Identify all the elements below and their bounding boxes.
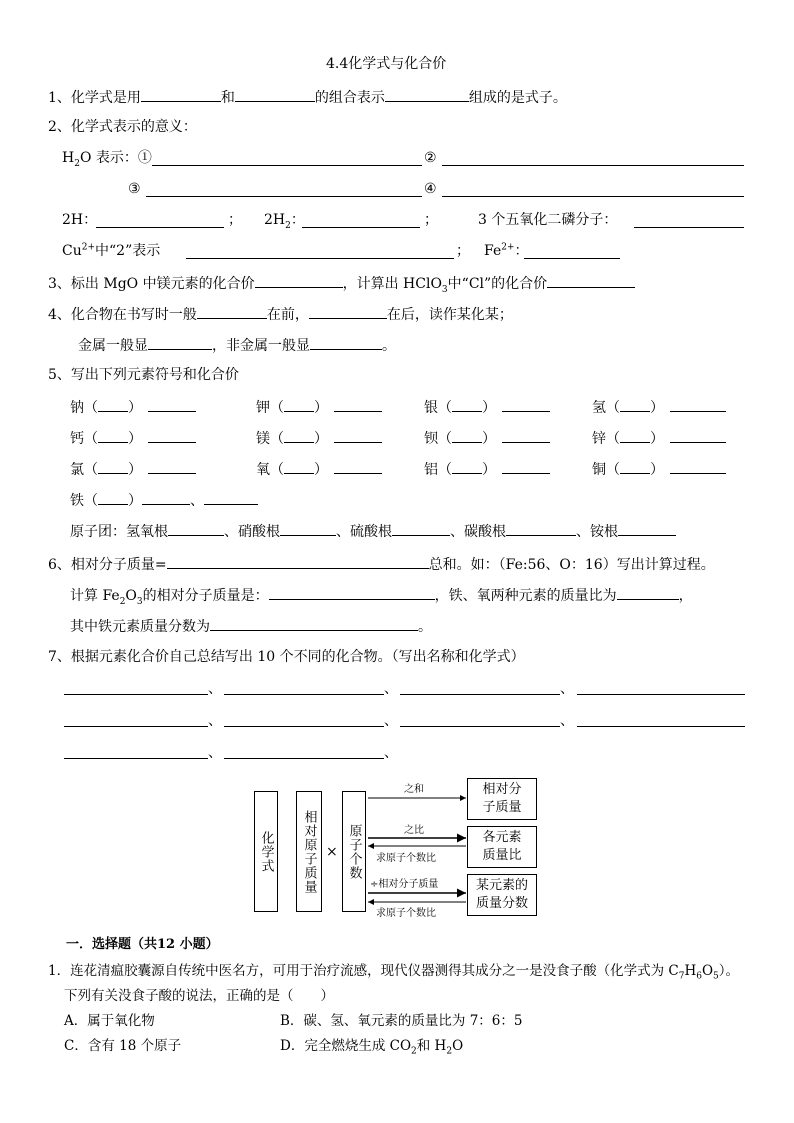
compound-blank[interactable] — [224, 758, 384, 759]
q1-text-post: 组成的是式子。 — [468, 90, 567, 106]
ammonium-blank[interactable] — [618, 521, 676, 536]
compound-separator: 、 — [560, 681, 574, 697]
question-2-heading: 2、化学式表示的意义： — [48, 119, 197, 135]
paren-close: ） — [482, 431, 496, 447]
h2o-label: $H_2O$ 表示：① — [62, 150, 152, 169]
q1-text-pre: 1、化学式是用 — [48, 90, 141, 106]
section-choice-title: 一．选择题（共12 小题） — [66, 937, 219, 952]
paren-close: ） — [314, 431, 328, 447]
compound-blank[interactable] — [577, 726, 745, 727]
paren-open: （ — [606, 431, 620, 447]
2h2-label: $2H_2$： — [264, 212, 305, 231]
p2o5-label: 3 个五氧化二磷分子： — [478, 212, 618, 228]
paren-open: （ — [84, 462, 98, 478]
element-cell — [256, 397, 382, 417]
question-4-line-1: 4、化合物在书写时一般 在前， 在后，读作某化某； — [48, 304, 513, 324]
compound-blank[interactable] — [64, 694, 208, 695]
paren-close: ） — [314, 462, 328, 478]
q4-blank-1[interactable] — [197, 304, 267, 319]
compound-separator: 、 — [208, 681, 222, 697]
question-3: 3、标出 MgO 中镁元素的化合价 ，计算出 HClO$_3$中“Cl”的化合价 — [48, 273, 635, 293]
h2o-circle-4: ④ — [424, 181, 437, 197]
paren-open: （ — [84, 431, 98, 447]
compound-blank[interactable] — [400, 726, 560, 727]
element-cell — [424, 397, 550, 417]
paren-open: （ — [270, 400, 284, 416]
h2o-blank-4[interactable] — [442, 196, 744, 197]
h2o-circle-2: ② — [424, 150, 437, 166]
carbonate-blank[interactable] — [506, 521, 576, 536]
q1-blank-3[interactable] — [385, 87, 469, 102]
q1-text-mid: 的组合表示 — [314, 90, 385, 106]
h2o-blank-2[interactable] — [442, 165, 744, 166]
compound-separator: 、 — [208, 713, 222, 729]
compound-blank[interactable] — [64, 758, 208, 759]
element-name: 钙 — [70, 431, 84, 447]
mc1-stem-line-2: 下列有关没食子酸的说法，正确的是（ ） — [64, 988, 334, 1004]
fe-blank[interactable] — [524, 258, 620, 259]
mc1-stem-line-1: 1．连花清瘟胶囊源自传统中医名方，可用于治疗流感，现代仪器测得其成分之一是没食子酸（化学式为 $C_7H_6O_5$）。 — [48, 963, 740, 982]
q6-blank-4[interactable] — [210, 616, 418, 631]
paren-close: ） — [650, 400, 664, 416]
paren-close: ） — [482, 462, 496, 478]
diagram-relative-atomic-mass-box: 相对原子质量 — [296, 791, 322, 912]
element-valence-blank[interactable] — [670, 459, 726, 474]
element-name: 氧 — [256, 462, 270, 478]
element-cell — [70, 459, 196, 479]
label-seek-ratio-2: 求原子个数比 — [376, 908, 436, 919]
compound-separator: 、 — [384, 713, 398, 729]
element-name: 镁 — [256, 431, 270, 447]
mc1-option-b[interactable]: B．碳、氢、氧元素的质量比为 7：6：5 — [280, 1013, 523, 1029]
label-ratio: 之比 — [404, 825, 424, 836]
compound-blank[interactable] — [224, 726, 384, 727]
compound-blank[interactable] — [64, 726, 208, 727]
paren-open: （ — [84, 400, 98, 416]
q6-blank-2[interactable] — [269, 585, 435, 600]
cu-label: $Cu^{2+}$中“2”表示 — [62, 242, 161, 259]
element-name: 银 — [424, 400, 438, 416]
element-cell — [256, 459, 382, 479]
element-valence-blank[interactable] — [334, 397, 382, 412]
paren-open: （ — [438, 431, 452, 447]
element-valence-blank[interactable] — [334, 428, 382, 443]
radical-row: 原子团：氢氧根 、硝酸根 、硫酸根 、碳酸根 、铵根 — [70, 521, 676, 541]
q1-blank-1[interactable] — [141, 87, 221, 102]
h2o-blank-1[interactable] — [152, 165, 422, 166]
h2o-circle-3: ③ — [128, 181, 141, 197]
2h-blank[interactable] — [96, 227, 224, 228]
element-cell — [424, 459, 550, 479]
element-valence-blank[interactable] — [502, 459, 550, 474]
paren-open: （ — [606, 462, 620, 478]
q3-blank-2[interactable] — [547, 273, 635, 288]
q4-blank-2[interactable] — [309, 304, 387, 319]
semicolon-1: ； — [228, 212, 242, 228]
element-symbol-blank[interactable] — [452, 428, 482, 443]
paren-close: ） — [314, 400, 328, 416]
question-1 — [48, 87, 567, 107]
element-name: 钾 — [256, 400, 270, 416]
element-cell — [592, 459, 726, 479]
element-symbol-blank[interactable] — [284, 459, 314, 474]
paren-open: （ — [270, 462, 284, 478]
q4-blank-4[interactable] — [310, 335, 382, 350]
label-divide: ÷相对分子质量 — [370, 879, 439, 890]
element-symbol-blank[interactable] — [98, 459, 128, 474]
paren-open: （ — [438, 400, 452, 416]
element-symbol-blank[interactable] — [452, 459, 482, 474]
cu-blank[interactable] — [186, 258, 454, 259]
iron-symbol-blank[interactable] — [98, 490, 128, 505]
element-symbol-blank[interactable] — [284, 397, 314, 412]
element-name: 氯 — [70, 462, 84, 478]
mc1-option-d[interactable]: D．完全燃烧生成 $CO_2$和 $H_2O$ — [280, 1038, 464, 1057]
fe-label: $Fe^{2+}$： — [484, 242, 529, 259]
diagram-formula-box: 化学式 — [254, 791, 278, 912]
paren-close: ） — [482, 400, 496, 416]
iron-valence-blank-1[interactable] — [142, 490, 190, 505]
q6-blank-1[interactable] — [167, 554, 429, 569]
compound-separator: 、 — [560, 713, 574, 729]
compound-separator: 、 — [208, 745, 222, 761]
iron-row: 铁（ ） 、 — [70, 490, 258, 510]
page-title: 4.4化学式与化合价 — [326, 56, 447, 72]
paren-close: ） — [650, 431, 664, 447]
label-sum: 之和 — [404, 784, 424, 795]
compound-blank[interactable] — [400, 694, 560, 695]
h2o-blank-3[interactable] — [146, 196, 422, 197]
compound-separator: 、 — [384, 745, 398, 761]
diagram-times-sign: × — [326, 844, 338, 860]
q3-blank-1[interactable] — [255, 273, 343, 288]
semicolon-3: ； — [456, 243, 470, 259]
label-seek-ratio: 求原子个数比 — [376, 853, 436, 864]
paren-open: （ — [270, 431, 284, 447]
mc1-option-a[interactable]: A．属于氧化物 — [64, 1013, 155, 1029]
compound-blank[interactable] — [577, 694, 745, 695]
element-valence-blank[interactable] — [148, 428, 196, 443]
hydroxide-blank[interactable] — [168, 521, 224, 536]
paren-close: ） — [128, 431, 142, 447]
2h2-blank[interactable] — [302, 227, 420, 228]
element-valence-blank[interactable] — [148, 459, 196, 474]
iron-valence-blank-2[interactable] — [204, 490, 258, 505]
element-symbol-blank[interactable] — [620, 397, 650, 412]
question-6-line-1: 6、相对分子质量= 总和。如：（Fe:56、O：16）写出计算过程。 — [48, 554, 715, 574]
diagram-out-molecular-mass: 相对分 子质量 — [467, 778, 537, 820]
paren-close: ） — [128, 400, 142, 416]
element-symbol-blank[interactable] — [620, 428, 650, 443]
element-valence-blank[interactable] — [670, 397, 726, 412]
compound-separator: 、 — [384, 681, 398, 697]
element-name: 铜 — [592, 462, 606, 478]
2h-label: 2H： — [62, 212, 98, 228]
q4-blank-3[interactable] — [148, 335, 212, 350]
diagram-atom-count-box: 原子个数 — [342, 791, 366, 912]
semicolon-2: ； — [424, 212, 438, 228]
q1-text-and: 和 — [220, 90, 235, 106]
element-cell — [70, 397, 196, 417]
q1-blank-2[interactable] — [235, 87, 315, 102]
paren-open: （ — [438, 462, 452, 478]
paren-open: （ — [606, 400, 620, 416]
question-6-line-2: 计算 $Fe_2O_3$的相对分子质量是： ，铁、氧两种元素的质量比为 ， — [70, 585, 693, 605]
element-valence-blank[interactable] — [502, 397, 550, 412]
element-cell — [592, 397, 726, 417]
paren-close: ） — [128, 462, 142, 478]
question-7-heading: 7、根据元素化合价自己总结写出 10 个不同的化合物。（写出名称和化学式） — [48, 649, 525, 665]
element-name: 锌 — [592, 431, 606, 447]
diagram-out-mass-ratio: 各元素 质量比 — [467, 826, 537, 868]
element-symbol-blank[interactable] — [620, 459, 650, 474]
element-cell — [256, 428, 382, 448]
element-name: 铝 — [424, 462, 438, 478]
paren-close: ） — [650, 462, 664, 478]
element-cell — [70, 428, 196, 448]
element-cell — [424, 428, 550, 448]
nitrate-blank[interactable] — [280, 521, 336, 536]
p2o5-blank[interactable] — [634, 227, 744, 228]
element-name: 钡 — [424, 431, 438, 447]
element-valence-blank[interactable] — [502, 428, 550, 443]
mc1-option-c[interactable]: C．含有 18 个原子 — [64, 1038, 182, 1054]
element-name: 钠 — [70, 400, 84, 416]
element-valence-blank[interactable] — [148, 397, 196, 412]
element-symbol-blank[interactable] — [98, 397, 128, 412]
question-4-line-2: 金属一般显 ，非金属一般显 。 — [78, 335, 396, 355]
compound-blank[interactable] — [224, 694, 384, 695]
question-5-heading: 5、写出下列元素符号和化合价 — [48, 367, 239, 383]
question-6-line-3: 其中铁元素质量分数为 。 — [70, 616, 432, 636]
element-cell — [592, 428, 726, 448]
element-symbol-blank[interactable] — [452, 397, 482, 412]
element-valence-blank[interactable] — [334, 459, 382, 474]
element-valence-blank[interactable] — [670, 428, 726, 443]
element-symbol-blank[interactable] — [284, 428, 314, 443]
diagram-out-mass-fraction: 某元素的 质量分数 — [467, 874, 537, 916]
sulfate-blank[interactable] — [392, 521, 450, 536]
element-name: 氢 — [592, 400, 606, 416]
element-symbol-blank[interactable] — [98, 428, 128, 443]
q6-blank-3[interactable] — [617, 585, 679, 600]
